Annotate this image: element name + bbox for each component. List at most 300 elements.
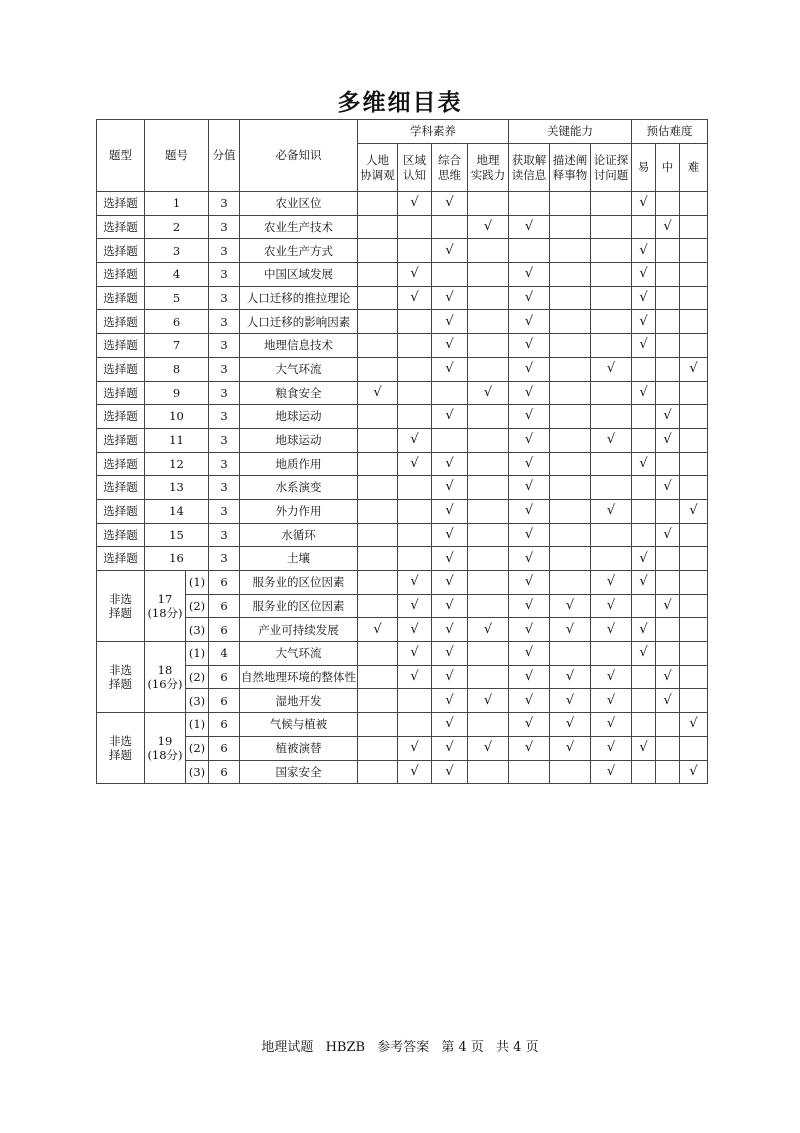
check-mark: √ xyxy=(509,310,550,334)
empty-cell xyxy=(358,499,398,523)
empty-cell xyxy=(468,357,509,381)
empty-cell xyxy=(680,642,708,666)
empty-cell xyxy=(358,476,398,500)
empty-cell xyxy=(550,428,591,452)
check-mark: √ xyxy=(509,618,550,642)
question-number: 12 xyxy=(145,452,209,476)
check-mark: √ xyxy=(509,381,550,405)
question-type: 非选 择题 xyxy=(97,713,145,784)
empty-cell xyxy=(398,689,432,713)
empty-cell xyxy=(358,310,398,334)
empty-cell xyxy=(591,547,632,571)
empty-cell xyxy=(632,760,656,784)
knowledge: 水系演变 xyxy=(240,476,358,500)
empty-cell xyxy=(591,239,632,263)
empty-cell xyxy=(550,239,591,263)
check-mark: √ xyxy=(509,642,550,666)
empty-cell xyxy=(468,310,509,334)
empty-cell xyxy=(509,239,550,263)
empty-cell xyxy=(632,713,656,737)
check-mark: √ xyxy=(632,642,656,666)
empty-cell xyxy=(550,286,591,310)
check-mark: √ xyxy=(550,618,591,642)
empty-cell xyxy=(432,215,468,239)
check-mark: √ xyxy=(509,405,550,429)
table-row xyxy=(97,239,708,263)
score: 3 xyxy=(209,428,240,452)
question-number: 8 xyxy=(145,357,209,381)
empty-cell xyxy=(656,618,680,642)
check-mark: √ xyxy=(591,689,632,713)
question-number: 6 xyxy=(145,310,209,334)
check-mark: √ xyxy=(432,452,468,476)
empty-cell xyxy=(358,665,398,689)
footer-code: HBZB xyxy=(325,1040,366,1055)
check-mark: √ xyxy=(591,713,632,737)
score: 3 xyxy=(209,215,240,239)
check-mark: √ xyxy=(398,571,432,595)
check-mark: √ xyxy=(591,428,632,452)
knowledge: 大气环流 xyxy=(240,642,358,666)
empty-cell xyxy=(632,665,656,689)
empty-cell xyxy=(656,713,680,737)
empty-cell xyxy=(680,736,708,760)
empty-cell xyxy=(358,428,398,452)
empty-cell xyxy=(591,192,632,216)
table-row xyxy=(97,736,708,760)
score: 3 xyxy=(209,452,240,476)
score: 6 xyxy=(209,713,240,737)
sub-question: (2) xyxy=(186,736,209,760)
knowledge: 气候与植被 xyxy=(240,713,358,737)
empty-cell xyxy=(468,523,509,547)
empty-cell xyxy=(398,334,432,358)
empty-cell xyxy=(591,215,632,239)
check-mark: √ xyxy=(680,760,708,784)
subheader-2: 区域 认知 xyxy=(398,144,432,192)
question-number: 10 xyxy=(145,405,209,429)
header-guanjian: 关键能力 xyxy=(509,120,632,144)
subheader-3: 综合 思维 xyxy=(432,144,468,192)
empty-cell xyxy=(358,594,398,618)
check-mark: √ xyxy=(680,499,708,523)
score: 6 xyxy=(209,736,240,760)
empty-cell xyxy=(398,239,432,263)
empty-cell xyxy=(680,594,708,618)
check-mark: √ xyxy=(398,642,432,666)
check-mark: √ xyxy=(509,594,550,618)
subheader-5: 获取解 读信息 xyxy=(509,144,550,192)
check-mark: √ xyxy=(398,428,432,452)
empty-cell xyxy=(680,310,708,334)
subheader-1: 人地 协调观 xyxy=(358,144,398,192)
empty-cell xyxy=(680,381,708,405)
empty-cell xyxy=(591,263,632,287)
empty-cell xyxy=(358,689,398,713)
footer-page: 第 4 页 xyxy=(441,1040,484,1055)
empty-cell xyxy=(398,499,432,523)
empty-cell xyxy=(358,405,398,429)
sub-question: (3) xyxy=(186,760,209,784)
empty-cell xyxy=(468,571,509,595)
check-mark: √ xyxy=(432,571,468,595)
empty-cell xyxy=(632,689,656,713)
table-row xyxy=(97,665,708,689)
check-mark: √ xyxy=(398,736,432,760)
check-mark: √ xyxy=(680,357,708,381)
header-tixing: 题型 xyxy=(97,120,145,192)
check-mark: √ xyxy=(591,618,632,642)
check-mark: √ xyxy=(632,310,656,334)
empty-cell xyxy=(358,760,398,784)
check-mark: √ xyxy=(398,452,432,476)
sub-question: (2) xyxy=(186,594,209,618)
subheader-7: 论证探 讨问题 xyxy=(591,144,632,192)
question-number: 2 xyxy=(145,215,209,239)
check-mark: √ xyxy=(398,594,432,618)
subheader-9: 中 xyxy=(656,144,680,192)
question-type: 选择题 xyxy=(97,405,145,429)
empty-cell xyxy=(656,192,680,216)
knowledge: 农业生产技术 xyxy=(240,215,358,239)
knowledge: 湿地开发 xyxy=(240,689,358,713)
empty-cell xyxy=(468,428,509,452)
empty-cell xyxy=(468,263,509,287)
check-mark: √ xyxy=(468,381,509,405)
check-mark: √ xyxy=(632,618,656,642)
question-number: 5 xyxy=(145,286,209,310)
check-mark: √ xyxy=(432,499,468,523)
empty-cell xyxy=(432,428,468,452)
empty-cell xyxy=(468,665,509,689)
empty-cell xyxy=(632,523,656,547)
footer-total: 共 4 页 xyxy=(496,1040,539,1055)
score: 6 xyxy=(209,689,240,713)
question-type: 选择题 xyxy=(97,523,145,547)
check-mark: √ xyxy=(550,594,591,618)
check-mark: √ xyxy=(591,760,632,784)
knowledge: 粮食安全 xyxy=(240,381,358,405)
check-mark: √ xyxy=(656,428,680,452)
empty-cell xyxy=(656,571,680,595)
knowledge: 产业可持续发展 xyxy=(240,618,358,642)
knowledge: 植被演替 xyxy=(240,736,358,760)
empty-cell xyxy=(398,713,432,737)
empty-cell xyxy=(632,594,656,618)
score: 3 xyxy=(209,357,240,381)
check-mark: √ xyxy=(550,689,591,713)
empty-cell xyxy=(509,192,550,216)
empty-cell xyxy=(656,334,680,358)
score: 3 xyxy=(209,547,240,571)
check-mark: √ xyxy=(509,499,550,523)
check-mark: √ xyxy=(656,594,680,618)
empty-cell xyxy=(509,760,550,784)
check-mark: √ xyxy=(432,547,468,571)
check-mark: √ xyxy=(591,736,632,760)
check-mark: √ xyxy=(432,286,468,310)
table-row xyxy=(97,642,708,666)
knowledge: 自然地理环境的整体性 xyxy=(240,665,358,689)
empty-cell xyxy=(680,689,708,713)
empty-cell xyxy=(680,452,708,476)
empty-cell xyxy=(591,642,632,666)
knowledge: 外力作用 xyxy=(240,499,358,523)
check-mark: √ xyxy=(509,547,550,571)
empty-cell xyxy=(358,736,398,760)
question-number: 17 (18分) xyxy=(145,571,186,642)
score: 3 xyxy=(209,310,240,334)
question-type: 选择题 xyxy=(97,357,145,381)
empty-cell xyxy=(468,547,509,571)
check-mark: √ xyxy=(509,523,550,547)
empty-cell xyxy=(550,571,591,595)
sub-question: (1) xyxy=(186,571,209,595)
header-fenzhi: 分值 xyxy=(209,120,240,192)
empty-cell xyxy=(656,499,680,523)
table-row xyxy=(97,713,708,737)
check-mark: √ xyxy=(509,357,550,381)
empty-cell xyxy=(468,499,509,523)
empty-cell xyxy=(680,571,708,595)
question-type: 选择题 xyxy=(97,215,145,239)
score: 3 xyxy=(209,405,240,429)
empty-cell xyxy=(680,192,708,216)
check-mark: √ xyxy=(656,476,680,500)
empty-cell xyxy=(550,310,591,334)
empty-cell xyxy=(632,428,656,452)
check-mark: √ xyxy=(432,334,468,358)
check-mark: √ xyxy=(398,760,432,784)
empty-cell xyxy=(398,523,432,547)
table-row xyxy=(97,760,708,784)
empty-cell xyxy=(680,286,708,310)
table-row xyxy=(97,452,708,476)
check-mark: √ xyxy=(432,523,468,547)
table-row xyxy=(97,618,708,642)
empty-cell xyxy=(591,310,632,334)
knowledge: 农业区位 xyxy=(240,192,358,216)
check-mark: √ xyxy=(656,215,680,239)
footer-label: 参考答案 xyxy=(377,1040,430,1055)
knowledge: 人口迁移的影响因素 xyxy=(240,310,358,334)
score: 3 xyxy=(209,334,240,358)
knowledge: 水循环 xyxy=(240,523,358,547)
knowledge: 地质作用 xyxy=(240,452,358,476)
question-number: 15 xyxy=(145,523,209,547)
knowledge: 服务业的区位因素 xyxy=(240,571,358,595)
question-type: 选择题 xyxy=(97,286,145,310)
score: 3 xyxy=(209,499,240,523)
question-number: 9 xyxy=(145,381,209,405)
empty-cell xyxy=(550,215,591,239)
knowledge: 地理信息技术 xyxy=(240,334,358,358)
empty-cell xyxy=(468,713,509,737)
empty-cell xyxy=(398,476,432,500)
empty-cell xyxy=(550,357,591,381)
empty-cell xyxy=(358,263,398,287)
check-mark: √ xyxy=(432,618,468,642)
question-number: 13 xyxy=(145,476,209,500)
check-mark: √ xyxy=(632,736,656,760)
question-type: 非选 择题 xyxy=(97,571,145,642)
question-type: 选择题 xyxy=(97,239,145,263)
sub-question: (3) xyxy=(186,618,209,642)
table-row xyxy=(97,334,708,358)
empty-cell xyxy=(550,334,591,358)
question-type: 选择题 xyxy=(97,381,145,405)
check-mark: √ xyxy=(632,239,656,263)
check-mark: √ xyxy=(591,665,632,689)
empty-cell xyxy=(656,547,680,571)
check-mark: √ xyxy=(509,215,550,239)
question-type: 选择题 xyxy=(97,547,145,571)
empty-cell xyxy=(591,381,632,405)
check-mark: √ xyxy=(632,334,656,358)
check-mark: √ xyxy=(632,571,656,595)
empty-cell xyxy=(632,476,656,500)
question-type: 选择题 xyxy=(97,499,145,523)
table-row xyxy=(97,263,708,287)
check-mark: √ xyxy=(550,736,591,760)
question-type: 选择题 xyxy=(97,263,145,287)
score: 3 xyxy=(209,263,240,287)
subheader-6: 描述阐 释事物 xyxy=(550,144,591,192)
empty-cell xyxy=(468,192,509,216)
empty-cell xyxy=(680,428,708,452)
knowledge: 大气环流 xyxy=(240,357,358,381)
knowledge: 中国区域发展 xyxy=(240,263,358,287)
check-mark: √ xyxy=(358,618,398,642)
check-mark: √ xyxy=(432,239,468,263)
check-mark: √ xyxy=(656,405,680,429)
check-mark: √ xyxy=(656,665,680,689)
subheader-4: 地理 实践力 xyxy=(468,144,509,192)
check-mark: √ xyxy=(432,665,468,689)
check-mark: √ xyxy=(509,713,550,737)
score: 3 xyxy=(209,239,240,263)
empty-cell xyxy=(550,523,591,547)
check-mark: √ xyxy=(398,263,432,287)
empty-cell xyxy=(358,523,398,547)
check-mark: √ xyxy=(432,689,468,713)
check-mark: √ xyxy=(591,571,632,595)
empty-cell xyxy=(591,476,632,500)
footer-subject: 地理试题 xyxy=(261,1040,314,1055)
check-mark: √ xyxy=(432,760,468,784)
check-mark: √ xyxy=(509,452,550,476)
empty-cell xyxy=(358,215,398,239)
score: 6 xyxy=(209,618,240,642)
knowledge: 土壤 xyxy=(240,547,358,571)
empty-cell xyxy=(468,334,509,358)
check-mark: √ xyxy=(398,192,432,216)
empty-cell xyxy=(468,476,509,500)
check-mark: √ xyxy=(591,499,632,523)
empty-cell xyxy=(432,381,468,405)
check-mark: √ xyxy=(632,547,656,571)
check-mark: √ xyxy=(656,689,680,713)
empty-cell xyxy=(632,499,656,523)
table-row xyxy=(97,192,708,216)
table-row xyxy=(97,381,708,405)
check-mark: √ xyxy=(432,476,468,500)
score: 3 xyxy=(209,286,240,310)
empty-cell xyxy=(358,192,398,216)
empty-cell xyxy=(550,547,591,571)
table-row xyxy=(97,286,708,310)
check-mark: √ xyxy=(509,476,550,500)
empty-cell xyxy=(632,215,656,239)
table-row xyxy=(97,357,708,381)
empty-cell xyxy=(398,381,432,405)
empty-cell xyxy=(591,334,632,358)
empty-cell xyxy=(656,642,680,666)
empty-cell xyxy=(680,618,708,642)
empty-cell xyxy=(656,760,680,784)
empty-cell xyxy=(656,381,680,405)
empty-cell xyxy=(358,547,398,571)
knowledge: 地球运动 xyxy=(240,405,358,429)
empty-cell xyxy=(632,405,656,429)
empty-cell xyxy=(591,286,632,310)
question-type: 选择题 xyxy=(97,334,145,358)
question-number: 19 (18分) xyxy=(145,713,186,784)
question-type: 非选 择题 xyxy=(97,642,145,713)
empty-cell xyxy=(591,452,632,476)
knowledge: 地球运动 xyxy=(240,428,358,452)
empty-cell xyxy=(398,405,432,429)
question-number: 16 xyxy=(145,547,209,571)
empty-cell xyxy=(656,736,680,760)
check-mark: √ xyxy=(468,736,509,760)
page-title: 多维细目表 xyxy=(337,90,463,116)
score: 3 xyxy=(209,476,240,500)
check-mark: √ xyxy=(432,713,468,737)
empty-cell xyxy=(358,334,398,358)
check-mark: √ xyxy=(432,642,468,666)
empty-cell xyxy=(358,452,398,476)
check-mark: √ xyxy=(432,594,468,618)
table-row xyxy=(97,476,708,500)
check-mark: √ xyxy=(509,571,550,595)
empty-cell xyxy=(550,192,591,216)
empty-cell xyxy=(432,263,468,287)
sub-question: (1) xyxy=(186,713,209,737)
score: 6 xyxy=(209,571,240,595)
empty-cell xyxy=(680,263,708,287)
table-row xyxy=(97,689,708,713)
empty-cell xyxy=(468,452,509,476)
check-mark: √ xyxy=(398,618,432,642)
check-mark: √ xyxy=(509,286,550,310)
empty-cell xyxy=(398,310,432,334)
empty-cell xyxy=(680,215,708,239)
score: 3 xyxy=(209,523,240,547)
check-mark: √ xyxy=(432,357,468,381)
empty-cell xyxy=(468,286,509,310)
detail-table xyxy=(96,119,708,784)
table-row xyxy=(97,428,708,452)
empty-cell xyxy=(680,334,708,358)
check-mark: √ xyxy=(656,523,680,547)
table-row xyxy=(97,499,708,523)
empty-cell xyxy=(680,665,708,689)
question-type: 选择题 xyxy=(97,310,145,334)
knowledge: 服务业的区位因素 xyxy=(240,594,358,618)
empty-cell xyxy=(358,571,398,595)
check-mark: √ xyxy=(550,665,591,689)
